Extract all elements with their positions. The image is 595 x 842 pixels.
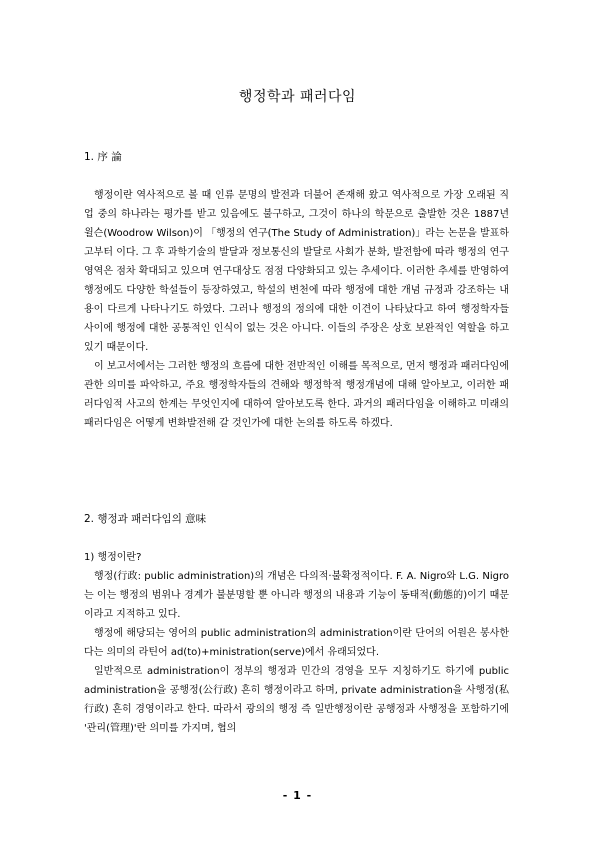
section-2-paragraph: 일반적으로 administration이 정부의 행정과 민간의 경영을 모두 지칭하기도 하기에 public administration을 공행정(公行政) 흔히 행정이라고 하며, private administration을 사행정(私行政) 흔히 경영이라고 한다. 따라서 광의의 행정 즉 일반행정이란 공행정과 사행정을 포함하기에 '관리(管理)'란 의미를 가지며, 협의 bbox=[84, 666, 509, 734]
section-2-body bbox=[84, 548, 509, 738]
section-2-paragraph: 행정(行政: public administration)의 개념은 다의적·불확정적이다. F. A. Nigro와 L.G. Nigro는 이는 행정의 범위나 경계가 불분명할 뿐 아니라 행정의 내용과 기능이 동태적(動態的)이기 때문이라고 지적하고 있다. bbox=[84, 571, 509, 620]
section-1-paragraph: 이 보고서에서는 그러한 행정의 흐름에 대한 전반적인 이해를 목적으로, 먼저 행정과 패러다임에 관한 의미를 파악하고, 주요 행정학자들의 견해와 행정학적 행정개념에 대해 알아보고, 이러한 패러다임적 사고의 한계는 무엇인지에 대하여 알아보도록 한다. 과거의 패러다임을 이해하고 미래의 패러다임은 어떻게 변화발전해 갈 것인가에 대한 논의를 하도록 하겠다. bbox=[84, 361, 509, 429]
section-2-heading: 2. 행정과 패러다임의 意味 bbox=[84, 513, 207, 525]
subsection-heading: 1) 행정이란? bbox=[84, 552, 142, 563]
document-title: 행정학과 패러다임 bbox=[238, 89, 357, 105]
page-number: - 1 - bbox=[282, 789, 313, 802]
section-1-body bbox=[84, 186, 509, 433]
section-1-paragraph: 행정이란 역사적으로 볼 때 인류 문명의 발전과 더불어 존재해 왔고 역사적으로 가장 오래된 직업 중의 하나라는 평가를 받고 있음에도 불구하고, 그것이 하나의 학문으로 출발한 것은 1887년 윌슨(Woodrow Wilson)이 「행정의 연구(The Study of Administration)」라는 논문을 발표하고부터 이다. 그 후 과학기술의 발달과 정보통신의 발달로 사회가 분화, 발전함에 따라 행정의 연구영역은 점차 확대되고 있으며 연구대상도 점점 다양화되고 있는 추세이다. 이러한 추세를 반영하여 행정에도 다양한 학설들이 등장하였고, 학설의 변천에 따라 행정에 대한 개념 규정과 강조하는 내용이 다르게 나타나기도 하였다. 그러나 행정의 정의에 대한 이견이 나타났다고 하여 행정학자들 사이에 행정에 대한 공통적인 인식이 없는 것은 아니다. 이들의 주장은 상호 보완적인 역할을 하고 있기 때문이다. bbox=[84, 190, 509, 353]
section-1-heading: 1. 序 論 bbox=[84, 151, 122, 163]
section-2 bbox=[84, 510, 509, 529]
section-1 bbox=[84, 148, 509, 167]
section-2-paragraph: 행정에 해당되는 영어의 public administration의 administration이란 단어의 어원은 봉사한다는 의미의 라틴어 ad(to)+ministration(serve)에서 유래되었다. bbox=[84, 628, 509, 658]
